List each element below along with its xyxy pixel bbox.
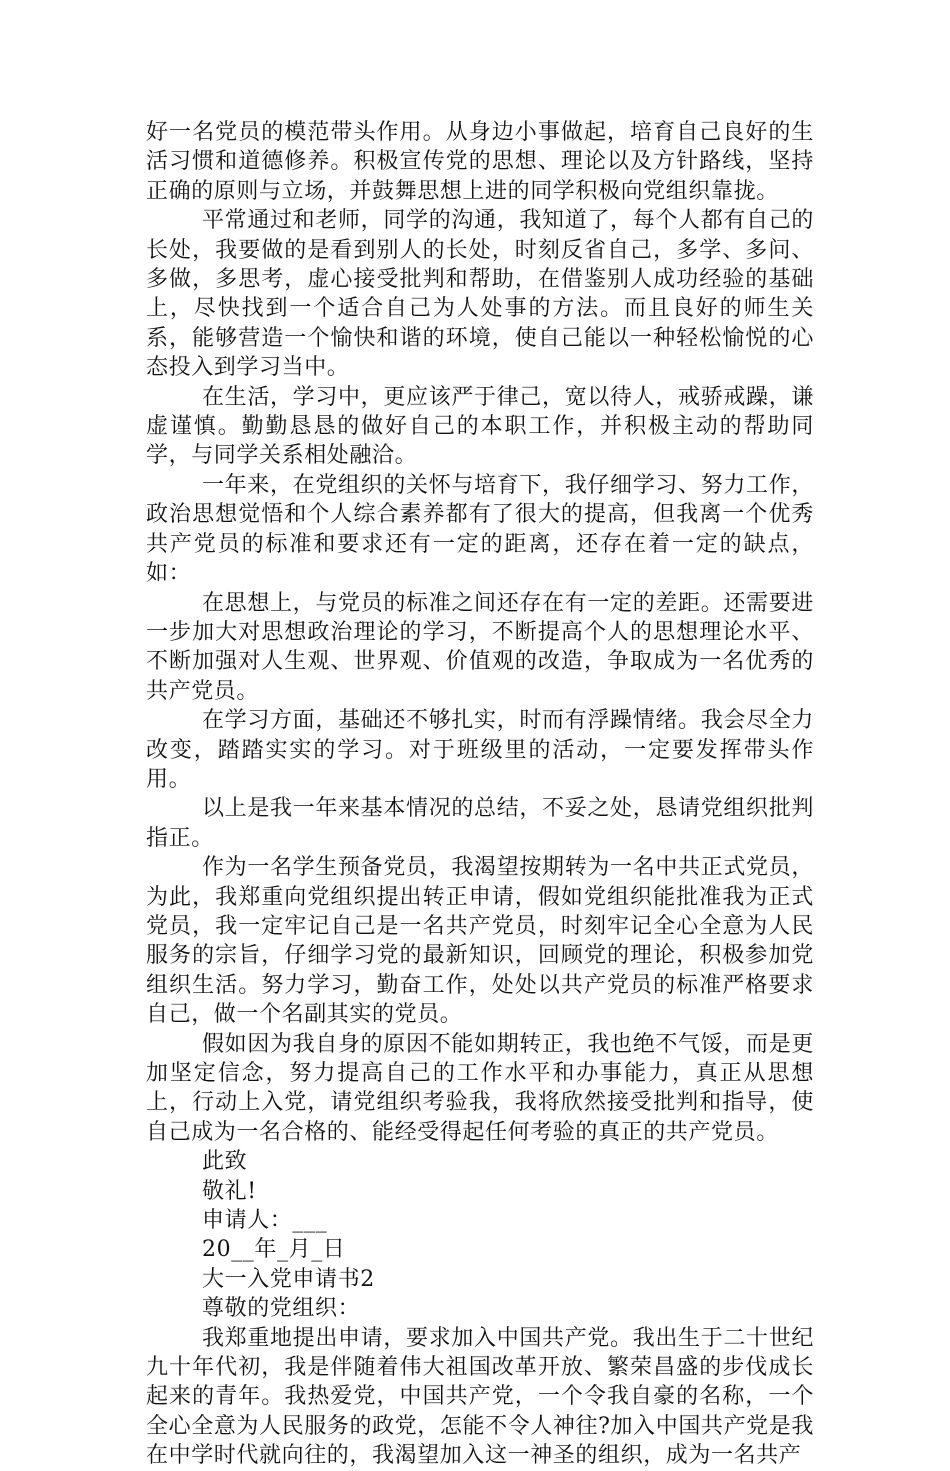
- letter-greeting: 尊敬的党组织：: [202, 1296, 361, 1322]
- paragraph: 以上是我一年来基本情况的总结，不妥之处，恳请党组织批判指正。: [146, 796, 814, 851]
- paragraph: 在学习方面，基础还不够扎实，时而有浮躁情绪。我会尽全力改变，踏踏实实的学习。对于班级里的活动，一定要发挥带头作用。: [146, 708, 814, 792]
- section-title: 大一入党申请书2: [202, 1266, 375, 1292]
- paragraph: 平常通过和老师，同学的沟通，我知道了，每个人都有自己的长处，我要做的是看到别人的长处，时刻反省自己，多学、多问、多做，多思考，虚心接受批判和帮助，在借鉴别人成功经验的基础上，尽快找到一个适合自己为人处事的方法。而且良好的师生关系，能够营造一个愉快和谐的环境，使自己能以一种轻松愉悦的心态投入到学习当中。: [146, 208, 814, 381]
- paragraph: 我郑重地提出申请，要求加入中国共产党。我出生于二十世纪九十年代初，我是伴随着伟大祖国改革开放、繁荣昌盛的步伐成长起来的青年。我热爱党，中国共产党，一个令我自豪的名称，一个全心全意为人民服务的政党，怎能不令人神往?加入中国共产党是我在中学时代就向往的，我渴望加入这一神圣的组织，成为一名共产: [146, 1325, 814, 1469]
- applicant-signature-line: 申请人：___: [202, 1208, 328, 1234]
- document-page: [146, 118, 814, 1471]
- paragraph: 在思想上，与党员的标准之间还存在有一定的差距。还需要进一步加大对思想政治理论的学习，不断提高个人的思想理论水平、不断加强对人生观、世界观、价值观的改造，争取成为一名优秀的共产党员。: [146, 590, 814, 704]
- paragraph-continuation: 好一名党员的模范带头作用。从身边小事做起，培育自己良好的生活习惯和道德修养。积极宣传党的思想、理论以及方针路线，坚持正确的原则与立场，并鼓舞思想上进的同学积极向党组织靠拢。: [146, 120, 814, 204]
- paragraph: 假如因为我自身的原因不能如期转正，我也绝不气馁，而是更加坚定信念，努力提高自己的工作水平和办事能力，真正从思想上，行动上入党，请党组织考验我，我将欣然接受批判和指导，使自己成为一名合格的、能经受得起任何考验的真正的共产党员。: [146, 1031, 814, 1145]
- paragraph: 一年来，在党组织的关怀与培育下，我仔细学习、努力工作，政治思想觉悟和个人综合素养都有了很大的提高，但我离一个优秀共产党员的标准和要求还有一定的距离，还存在着一定的缺点，如：: [146, 472, 814, 587]
- paragraph: 作为一名学生预备党员，我渴望按期转为一名中共正式党员，为此，我郑重向党组织提出转正申请，假如党组织能批准我为正式党员，我一定牢记自己是一名共产党员，时刻牢记全心全意为人民服务的宗旨，仔细学习党的最新知识，回顾党的理论，积极参加党组织生活。努力学习，勤奋工作，处处以共产党员的标准严格要求自己，做一个名副其实的党员。: [146, 855, 814, 1028]
- closing-respect: 敬礼!: [202, 1178, 257, 1204]
- closing-salutation: 此致: [202, 1149, 248, 1175]
- date-line: 20__年_月_日: [202, 1237, 346, 1263]
- paragraph: 在生活，学习中，更应该严于律己，宽以待人，戒骄戒躁，谦虚谨慎。勤勤恳恳的做好自己的本职工作，并积极主动的帮助同学，与同学关系相处融洽。: [146, 384, 814, 469]
